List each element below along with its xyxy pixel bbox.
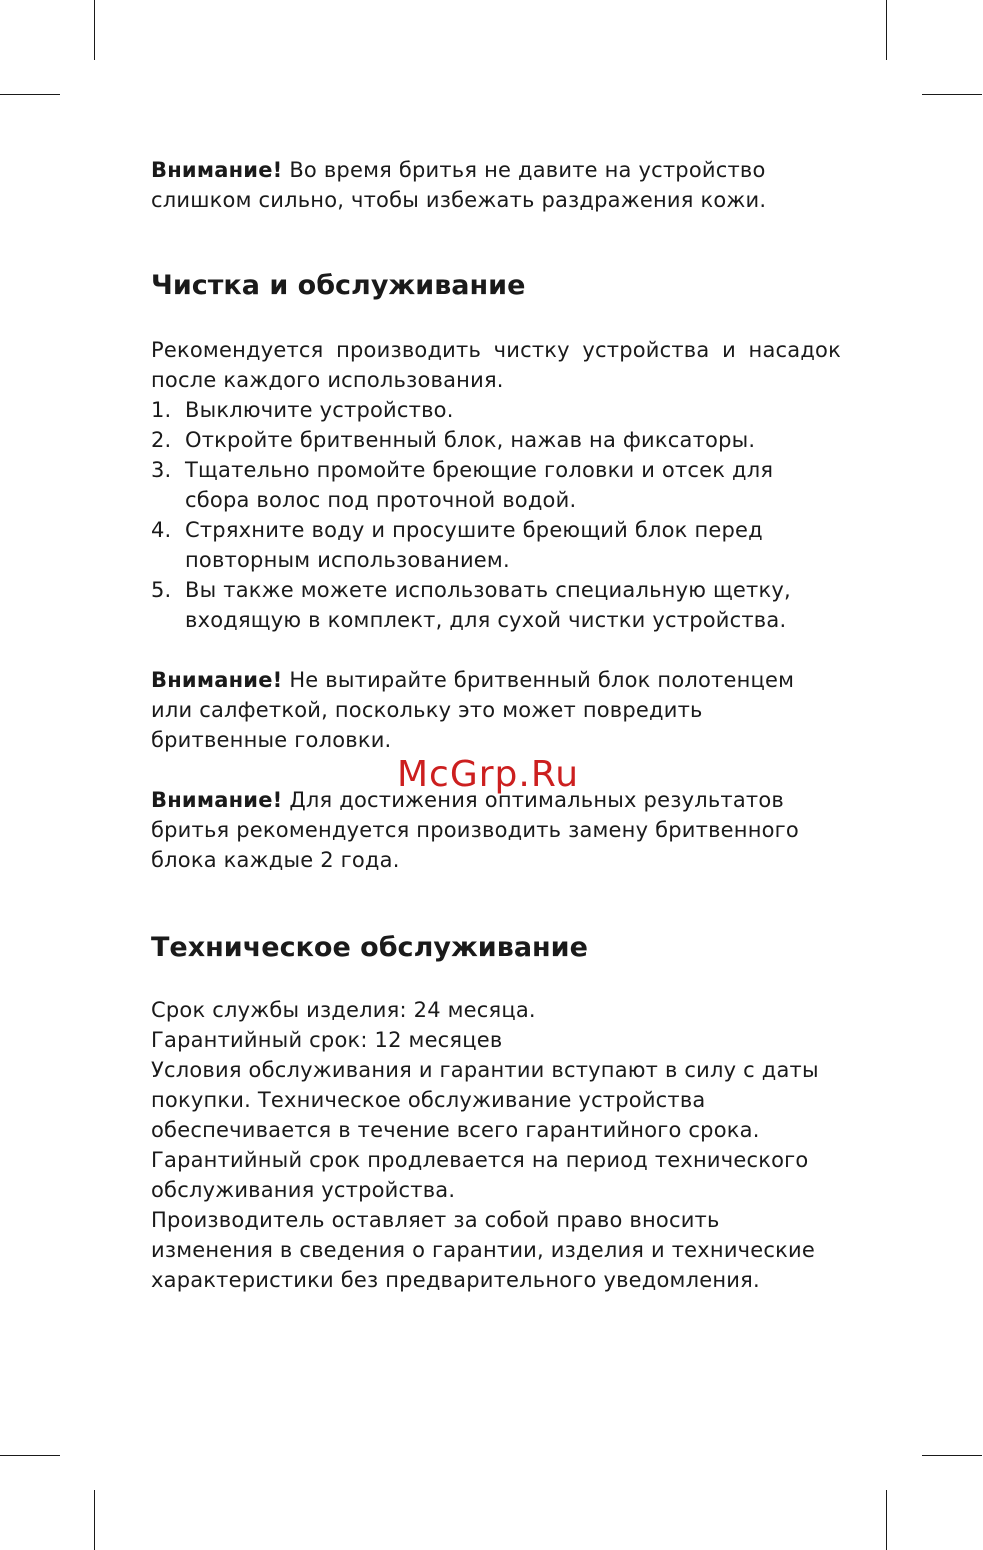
crop-mark <box>94 0 95 60</box>
watermark: McGrp.Ru <box>397 754 580 795</box>
list-item <box>151 455 841 515</box>
section-title-cleaning: Чистка и обслуживание <box>151 270 526 301</box>
step-number: 2. <box>151 428 172 452</box>
step-text: Тщательно промойте бреющие головки и отсек для сбора волос под проточной водой. <box>185 458 774 512</box>
page-content <box>151 155 841 1295</box>
step-text: Вы также можете использовать специальную щетку, входящую в комплект, для сухой чистки устройства. <box>185 578 791 632</box>
warning-label: Внимание! <box>151 788 283 812</box>
warning-text: Для достижения оптимальных результатов бритья рекомендуется производить замену бритвенного блока каждые 2 года. <box>151 788 799 872</box>
crop-mark <box>886 1490 887 1550</box>
service-life: Срок службы изделия: 24 месяца. <box>151 998 536 1022</box>
list-item <box>151 395 841 425</box>
step-number: 5. <box>151 578 172 602</box>
step-number: 1. <box>151 398 172 422</box>
warranty-extension: Гарантийный срок продлевается на период технического обслуживания устройства. <box>151 1148 809 1202</box>
warning-wiping <box>151 665 841 755</box>
crop-mark <box>0 94 60 95</box>
warning-label: Внимание! <box>151 158 283 182</box>
step-text: Выключите устройство. <box>185 398 454 422</box>
warning-text: Не вытирайте бритвенный блок полотенцем или салфеткой, поскольку это может повредить бритвенные головки. <box>151 668 795 752</box>
crop-mark <box>922 1455 982 1456</box>
warning-pressure <box>151 155 841 215</box>
list-item <box>151 425 841 455</box>
warning-replacement <box>151 785 841 875</box>
warning-label: Внимание! <box>151 668 283 692</box>
step-text: Откройте бритвенный блок, нажав на фиксаторы. <box>185 428 756 452</box>
step-number: 4. <box>151 518 172 542</box>
crop-mark <box>94 1490 95 1550</box>
section-title-maintenance: Техническое обслуживание <box>151 932 588 963</box>
step-text: Стряхните воду и просушите бреющий блок перед повторным использованием. <box>185 518 763 572</box>
warning-text: Во время бритья не давите на устройство слишком сильно, чтобы избежать раздражения кожи. <box>151 158 767 212</box>
list-item <box>151 575 841 635</box>
list-item <box>151 515 841 575</box>
crop-mark <box>922 94 982 95</box>
cleaning-steps <box>151 395 841 635</box>
crop-mark <box>886 0 887 60</box>
warranty-conditions: Условия обслуживания и гарантии вступают в силу с даты покупки. Техническое обслуживание устройства обеспечивается в течение всего гарантийного срока. <box>151 1058 819 1142</box>
crop-mark <box>0 1455 60 1456</box>
manufacturer-rights: Производитель оставляет за собой право вносить изменения в сведения о гарантии, изделия и технические характеристики без предварительного уведомления. <box>151 1208 816 1292</box>
step-number: 3. <box>151 458 172 482</box>
cleaning-intro: Рекомендуется производить чистку устройства и насадок после каждого использования. <box>151 338 841 392</box>
warranty-period: Гарантийный срок: 12 месяцев <box>151 1028 503 1052</box>
